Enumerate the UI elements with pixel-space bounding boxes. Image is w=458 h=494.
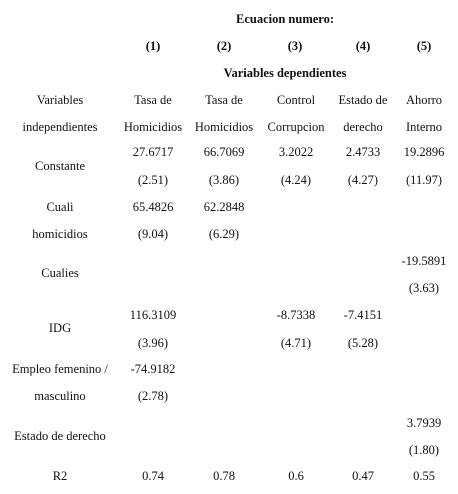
row-label-estado: Estado de derecho bbox=[14, 429, 106, 443]
tstat-cell: (2.78) bbox=[137, 389, 169, 403]
row-label-empleo-line2: masculino bbox=[34, 389, 86, 403]
coef-cell: 3.7939 bbox=[406, 416, 442, 430]
coef-cell: 3.2022 bbox=[278, 145, 314, 159]
equation-number-5: (5) bbox=[416, 39, 432, 53]
tstat-cell: (2.51) bbox=[137, 173, 169, 187]
tstat-cell: (6.29) bbox=[208, 227, 240, 241]
coef-cell: -8.7338 bbox=[276, 308, 316, 322]
dependent-var-5-line2: Interno bbox=[405, 120, 443, 134]
row-label-empleo-line1: Empleo femenino / bbox=[12, 362, 108, 376]
equation-number-3: (3) bbox=[287, 39, 303, 53]
coef-cell: 116.3109 bbox=[129, 308, 177, 322]
coef-cell: -74.9182 bbox=[130, 362, 176, 376]
tstat-cell: (5.28) bbox=[347, 336, 379, 350]
tstat-cell: (3.96) bbox=[137, 336, 169, 350]
row-header-line1: Variables bbox=[36, 93, 84, 107]
tstat-cell: (11.97) bbox=[406, 173, 442, 187]
equation-number-4: (4) bbox=[355, 39, 371, 53]
tstat-cell: (9.04) bbox=[137, 227, 169, 241]
coef-cell: 65.4826 bbox=[132, 200, 174, 214]
coef-cell: -7.4151 bbox=[343, 308, 383, 322]
tstat-cell: (3.86) bbox=[208, 173, 240, 187]
dependent-var-3-line2: Corrupcion bbox=[267, 120, 325, 134]
dependent-var-5-line1: Ahorro bbox=[405, 93, 443, 107]
coef-cell: 66.7069 bbox=[203, 145, 245, 159]
r2-cell: 0.47 bbox=[352, 469, 374, 483]
table-heading: Ecuacion numero: bbox=[235, 12, 335, 26]
dependent-var-1-line2: Homicidios bbox=[123, 120, 183, 134]
dependent-var-2-line2: Homicidios bbox=[194, 120, 254, 134]
row-label-cualies: Cualies bbox=[41, 266, 79, 280]
equation-number-1: (1) bbox=[145, 39, 161, 53]
dependent-var-4-line2: derecho bbox=[343, 120, 383, 134]
row-label-cuali-line2: homicidios bbox=[32, 227, 88, 241]
dependent-var-3-line1: Control bbox=[276, 93, 316, 107]
tstat-cell: (3.63) bbox=[408, 281, 440, 295]
equation-number-2: (2) bbox=[216, 39, 232, 53]
dependent-variables-heading: Variables dependientes bbox=[223, 66, 347, 80]
coef-cell: 62.2848 bbox=[203, 200, 245, 214]
coef-cell: 19.2896 bbox=[403, 145, 445, 159]
coef-cell: 2.4733 bbox=[345, 145, 381, 159]
row-header-line2: independientes bbox=[22, 120, 98, 134]
r2-cell: 0.6 bbox=[288, 469, 304, 483]
tstat-cell: (4.27) bbox=[347, 173, 379, 187]
row-label-r2: R2 bbox=[52, 469, 68, 483]
tstat-cell: (4.71) bbox=[280, 336, 312, 350]
r2-cell: 0.55 bbox=[413, 469, 435, 483]
tstat-cell: (4.24) bbox=[280, 173, 312, 187]
tstat-cell: (1.80) bbox=[408, 443, 440, 457]
dependent-var-4-line1: Estado de bbox=[338, 93, 388, 107]
coef-cell: 27.6717 bbox=[132, 145, 174, 159]
r2-cell: 0.74 bbox=[142, 469, 164, 483]
r2-cell: 0.78 bbox=[213, 469, 235, 483]
row-label-idg: IDG bbox=[48, 321, 72, 335]
row-label-constante: Constante bbox=[35, 159, 85, 173]
coef-cell: -19.5891 bbox=[401, 254, 447, 268]
dependent-var-2-line1: Tasa de bbox=[205, 93, 243, 107]
dependent-var-1-line1: Tasa de bbox=[134, 93, 172, 107]
row-label-cuali-line1: Cuali bbox=[46, 200, 74, 214]
